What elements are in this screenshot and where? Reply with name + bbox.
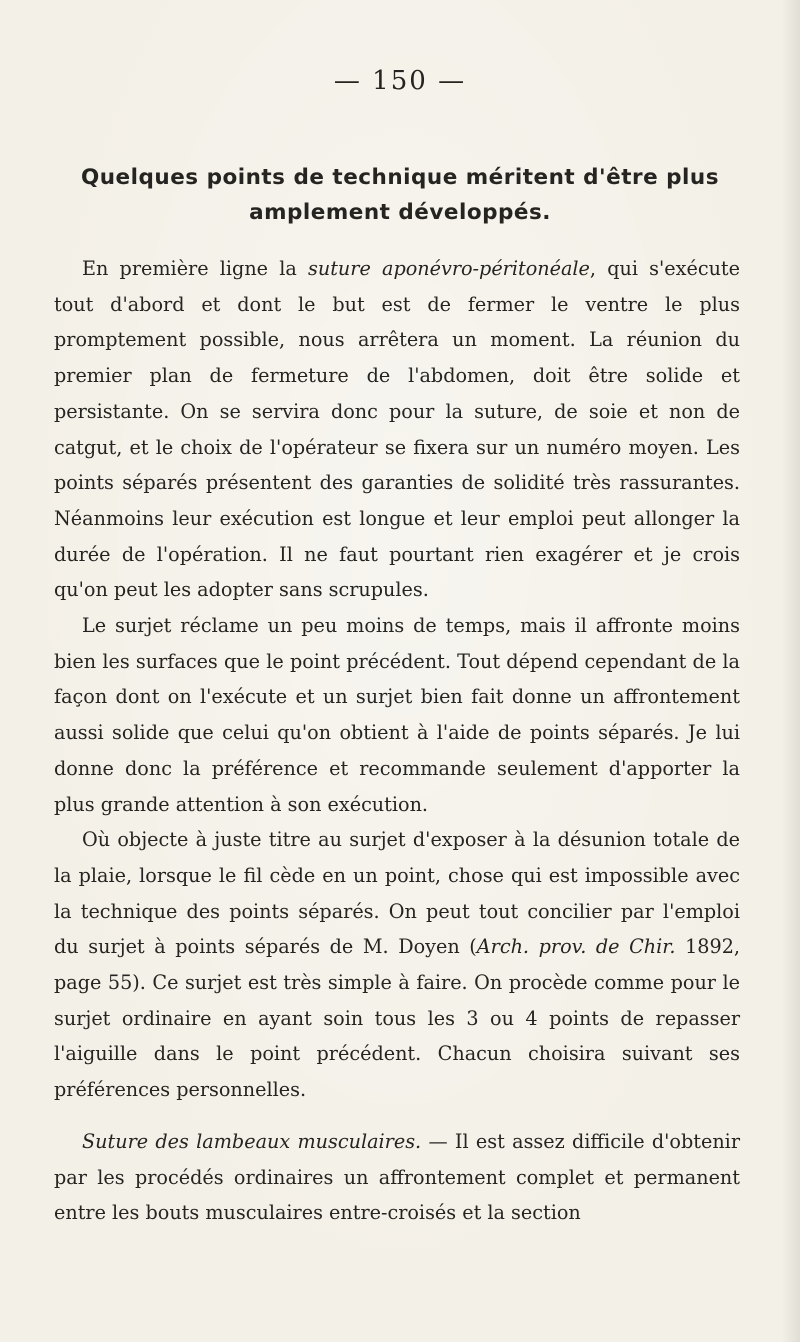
page-edge-shadow <box>782 0 800 1342</box>
term-suture-aponevro-peritoneale: suture aponévro-péritonéale <box>308 257 590 280</box>
section-heading <box>60 160 740 230</box>
paragraph-3-text-after: 1892, page 55). Ce surjet est très simple à faire. On procède comme pour le surjet ordinaire en ayant soin tous les 3 ou 4 points de repasser l'aiguille dans le point précédent. Chacun choisira suivant ses préférences personnelles. <box>54 935 740 1102</box>
paragraph-lambeaux-musculaires <box>54 1124 740 1231</box>
section-heading-line-1: Quelques points de technique méritent d'être plus <box>80 165 720 190</box>
section-heading-line-2: amplement développés. <box>249 200 551 225</box>
paragraph-1-text: , qui s'exécute tout d'abord et dont le but est de fermer le ventre le plus promptement possible, nous arrêtera un moment. La réunion du premier plan de fermeture de l'abdomen, doit être solide et persistante. On se servira donc pour la suture, de soie et non de catgut, et le choix de l'opérateur se fixera sur un numéro moyen. Les points séparés présentent des garanties de solidité très rassurantes. Néanmoins leur exécution est longue et leur emploi peut allonger la durée de l'opération. Il ne faut pourtant rien exagérer et je crois qu'on peut les adopter sans scrupules. <box>54 257 740 602</box>
paragraph-1-intro: En première ligne la <box>82 257 309 280</box>
paragraph-surjet: Le surjet réclame un peu moins de temps, mais il affronte moins bien les surfaces que le point précédent. Tout dépend cependant de la façon dont on l'exécute et un surjet bien fait donne un affrontement aussi solide que celui qu'on obtient à l'aide de points séparés. Je lui donne donc la préférence et recommande seulement d'apporter la plus grande attention à son exécution. <box>54 614 740 816</box>
reference-arch-prov-chir: Arch. prov. de Chir. <box>476 935 676 959</box>
body-text <box>54 251 740 1231</box>
page-number: — 150 — <box>333 66 467 96</box>
paragraph-4-text: — Il est assez difficile d'obtenir par les procédés ordinaires un affrontement complet et permanent entre les bouts musculaires entre-croisés et la section <box>54 1129 740 1225</box>
paragraph-aponevro-peritoneale <box>54 251 740 608</box>
subsection-title-lambeaux: Suture des lambeaux musculaires. <box>82 1129 422 1153</box>
paragraph-3-text-before: Où objecte à juste titre au surjet d'exposer à la désunion totale de la plaie, lorsque le fil cède en un point, chose qui est impossible avec la technique des points séparés. On peut tout concilier par l'emploi du surjet à points séparés de M. Doyen ( <box>54 828 740 959</box>
paragraph-surjet-points-separes <box>54 822 740 1108</box>
